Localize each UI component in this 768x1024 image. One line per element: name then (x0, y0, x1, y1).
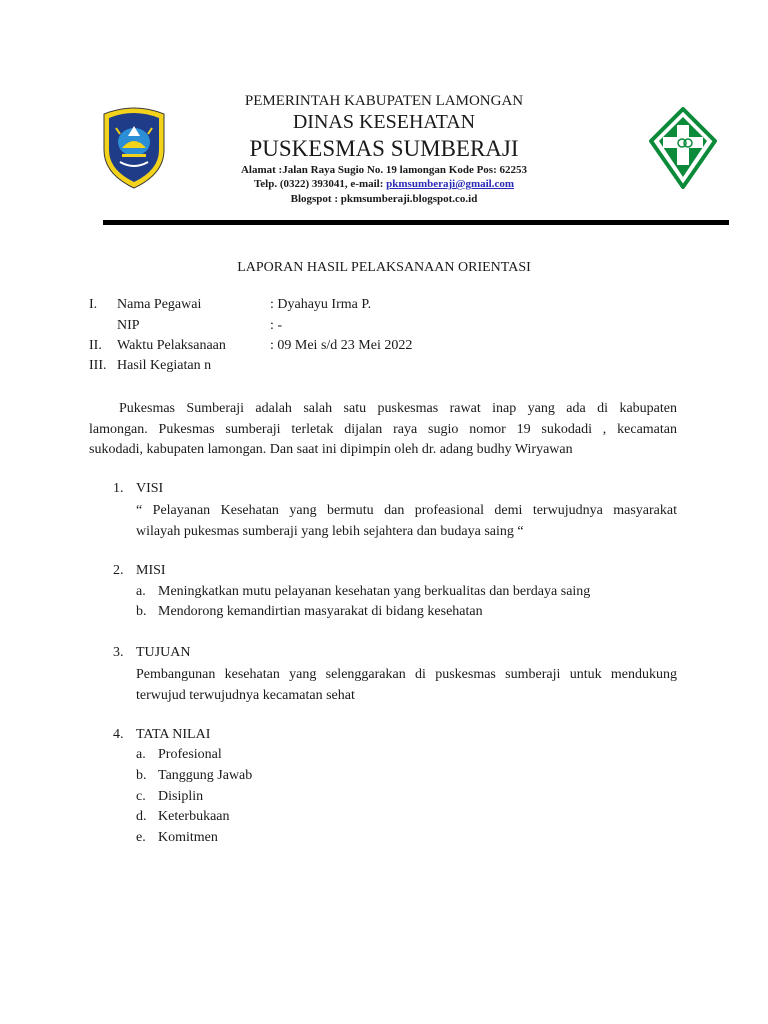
section-title-tata-nilai: TATA NILAI (136, 727, 211, 742)
section-number: 4. (113, 727, 124, 742)
list-letter: b. (136, 604, 147, 619)
identity-value: : 09 Mei s/d 23 Mei 2022 (270, 338, 413, 353)
visi-text (136, 501, 677, 542)
visi-line: wilayah pukesmas sumberaji yang lebih sejahtera dan budaya saing “ (136, 523, 524, 539)
list-letter: b. (136, 768, 147, 783)
letterhead-institution: PUSKESMAS SUMBERAJI (249, 136, 519, 161)
list-letter: a. (136, 584, 146, 599)
section-title-visi: VISI (136, 481, 164, 496)
misi-item: Meningkatkan mutu pelayanan kesehatan yang berkualitas dan berdaya saing (158, 584, 591, 599)
identity-label: Nama Pegawai (117, 297, 202, 312)
phone-text: Telp. (0322) 393041, (253, 178, 351, 190)
intro-line: lamongan. Pukesmas sumberaji terletak dijalan raya sugio nomor 19 sukodadi , kecamatan (89, 421, 677, 437)
list-letter: c. (136, 789, 146, 804)
list-letter: d. (136, 809, 147, 824)
identity-num: III. (89, 358, 107, 373)
section-number: 3. (113, 645, 124, 660)
tata-nilai-item: Disiplin (158, 789, 204, 804)
identity-value: : - (270, 318, 283, 333)
tujuan-line: terwujud terwujudnya kecamatan sehat (136, 687, 355, 703)
letterhead-government: PEMERINTAH KABUPATEN LAMONGAN (244, 93, 524, 109)
report-title: LAPORAN HASIL PELAKSANAAN ORIENTASI (237, 260, 531, 275)
list-letter: e. (136, 830, 146, 845)
letterhead-contact (0, 178, 768, 190)
letterhead-department: DINAS KESEHATAN (292, 111, 476, 133)
misi-item: Mendorong kemandirtian masyarakat di bidang kesehatan (158, 604, 483, 619)
intro-paragraph (89, 399, 677, 461)
identity-value: : Dyahayu Irma P. (270, 297, 372, 312)
tata-nilai-item: Tanggung Jawab (158, 768, 253, 783)
identity-num: I. (89, 297, 98, 312)
section-title-tujuan: TUJUAN (136, 645, 191, 660)
intro-line: Pukesmas Sumberaji adalah salah satu puskesmas rawat inap yang ada di kabupaten (119, 401, 677, 416)
section-number: 2. (113, 563, 124, 578)
letterhead-blogspot: Blogspot : pkmsumberaji.blogspot.co.id (290, 193, 478, 205)
tata-nilai-item: Komitmen (158, 830, 218, 845)
intro-line: sukodadi, kabupaten lamongan. Dan saat ini dipimpin oleh dr. adang budhy Wiryawan (89, 442, 573, 457)
section-title-misi: MISI (136, 563, 166, 578)
section-number: 1. (113, 481, 124, 496)
identity-label: Hasil Kegiatan n (117, 358, 212, 373)
email-label: e-mail: (350, 178, 387, 190)
tata-nilai-item: Keterbukaan (158, 809, 230, 824)
tata-nilai-item: Profesional (158, 747, 222, 762)
letterhead-divider (103, 220, 729, 225)
tujuan-text (136, 665, 677, 706)
list-letter: a. (136, 747, 146, 762)
identity-label: Waktu Pelaksanaan (117, 338, 226, 353)
tujuan-line: Pembangunan kesehatan yang selenggarakan di puskesmas sumberaji untuk mendukung (136, 667, 677, 682)
identity-num: II. (89, 338, 102, 353)
email-link[interactable]: pkmsumberaji@gmail.com (386, 178, 515, 190)
visi-line: “ Pelayanan Kesehatan yang bermutu dan profeasional demi terwujudnya masyarakat (136, 503, 677, 518)
letterhead-address: Alamat :Jalan Raya Sugio No. 19 lamongan Kode Pos: 62253 (240, 164, 528, 176)
identity-label: NIP (117, 318, 140, 333)
